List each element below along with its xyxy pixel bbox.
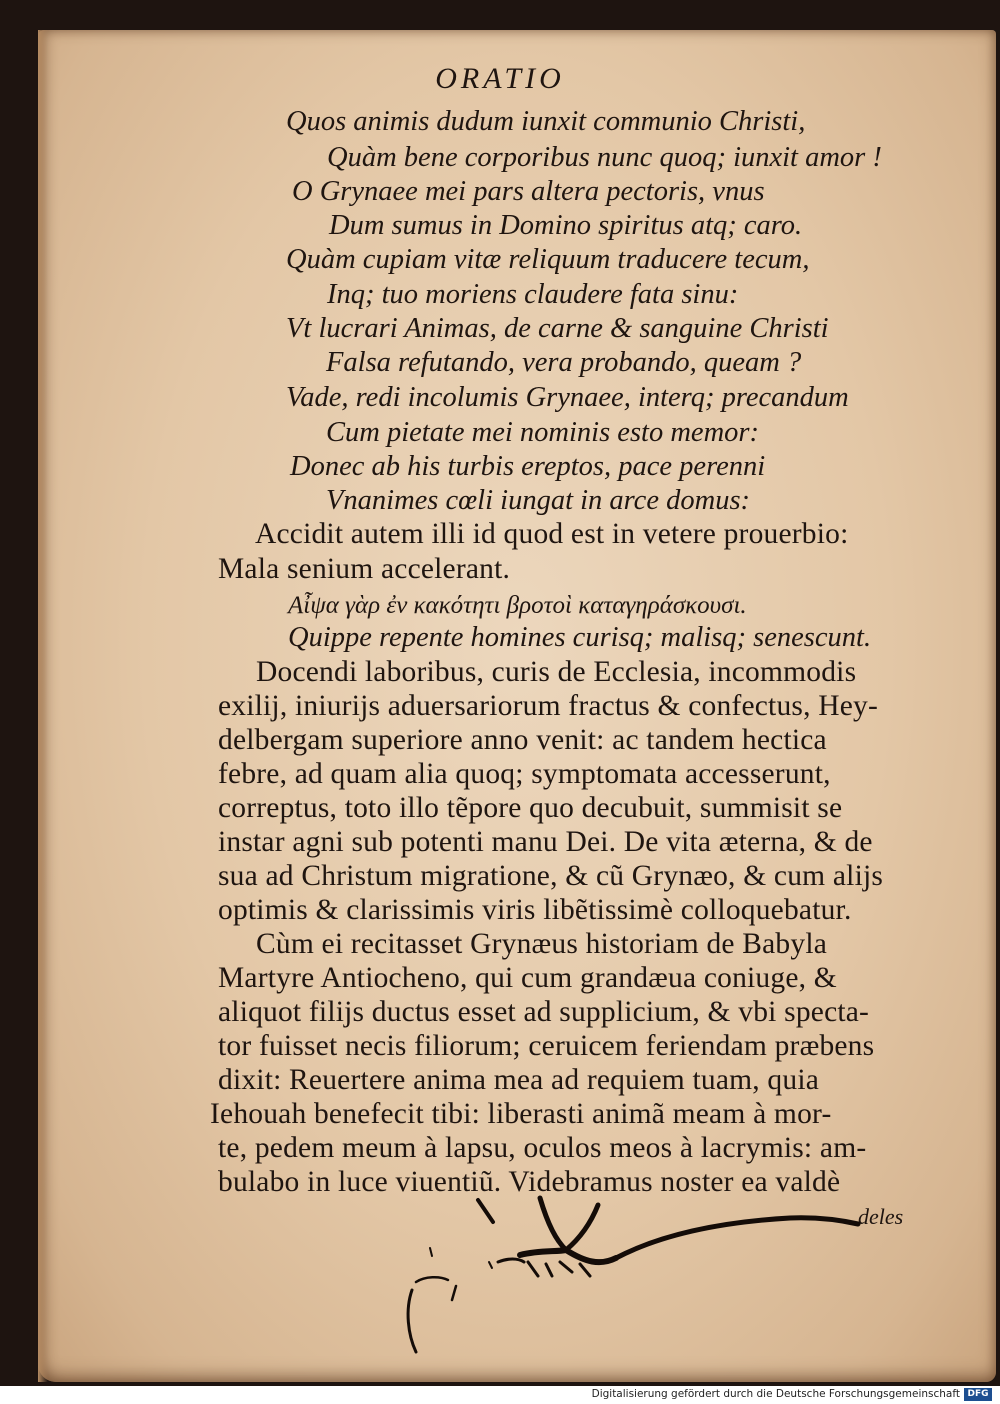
footer-credit: Digitalisierung gefördert durch die Deutsche Forschungsgemeinschaft — [591, 1388, 960, 1400]
paragraph-2-line: tor fuisset necis filiorum; ceruicem feriendam præbens — [218, 1030, 875, 1062]
paragraph-2-line: Iehouah benefecit tibi: liberasti animã meam à mor- — [210, 1098, 832, 1130]
paragraph-2-line: Cùm ei recitasset Grynæus historiam de Babyla — [256, 928, 828, 960]
verse-line: Quàm bene corporibus nunc quoq; iunxit amor ! — [327, 142, 882, 173]
paragraph-2-line: te, pedem meum à lapsu, oculos meos à lacrymis: am- — [218, 1132, 867, 1164]
dfg-logo: DFG — [964, 1388, 992, 1401]
paragraph-1-line: febre, ad quam alia quoq; symptomata accesserunt, — [218, 758, 831, 790]
paragraph-2-line: aliquot filijs ductus esset ad supplicium, & vbi specta- — [218, 996, 870, 1028]
proverb-intro-line: Accidit autem illi id quod est in vetere prouerbio: — [255, 518, 849, 550]
proverb-intro-line: Mala senium accelerant. — [218, 553, 511, 585]
paragraph-2-line: bulabo in luce viuentiũ. Videbramus noster ea valdè — [218, 1166, 841, 1198]
paragraph-1-line: optimis & clarissimis viris libẽtissimè colloquebatur. — [218, 894, 852, 926]
greek-quotation: Αἶψα γὰρ ἐν κακότητι βροτοὶ καταγηράσκουσι. — [288, 592, 747, 619]
paragraph-1-line: delbergam superiore anno venit: ac tandem hectica — [218, 724, 827, 756]
verse-line: Quos animis dudum iunxit communio Christi, — [286, 106, 806, 137]
paragraph-2-line: Martyre Antiocheno, qui cum grandæua coniuge, & — [218, 962, 837, 994]
paragraph-1-line: sua ad Christum migratione, & cũ Grynæo, & cum alijs — [218, 860, 884, 892]
verse-line: Donec ab his turbis ereptos, pace perenni — [290, 451, 766, 482]
paragraph-1-line: correptus, toto illo tẽpore quo decubuit, summisit se — [218, 792, 843, 824]
verse-line: Falsa refutando, vera probando, queam ? — [326, 347, 802, 378]
verse-line: Inq; tuo moriens claudere fata sinu: — [327, 279, 739, 310]
page-header: ORATIO — [435, 62, 565, 95]
verse-line: Cum pietate mei nominis esto memor: — [326, 417, 759, 448]
catchword: deles — [858, 1204, 904, 1229]
paragraph-1-line: exilij, iniurijs aduersariorum fractus & confectus, Hey- — [218, 690, 878, 722]
paragraph-2-line: dixit: Reuertere anima mea ad requiem tuam, quia — [218, 1064, 820, 1096]
verse-line: Dum sumus in Domino spiritus atq; caro. — [329, 210, 803, 241]
verse-line: Vt lucrari Animas, de carne & sanguine Christi — [286, 313, 829, 344]
verse-line: Vnanimes cœli iungat in arce domus: — [326, 485, 751, 516]
latin-translation: Quippe repente homines curisq; malisq; senescunt. — [288, 622, 872, 653]
paragraph-1-line: instar agni sub potenti manu Dei. De vita æterna, & de — [218, 826, 873, 858]
verse-line: Quàm cupiam vitæ reliquum traducere tecum, — [286, 244, 810, 275]
verse-line: Vade, redi incolumis Grynaee, interq; precandum — [286, 382, 849, 413]
paragraph-1-line: Docendi laboribus, curis de Ecclesia, incommodis — [256, 656, 857, 688]
verse-line: O Grynaee mei pars altera pectoris, vnus — [292, 176, 765, 207]
